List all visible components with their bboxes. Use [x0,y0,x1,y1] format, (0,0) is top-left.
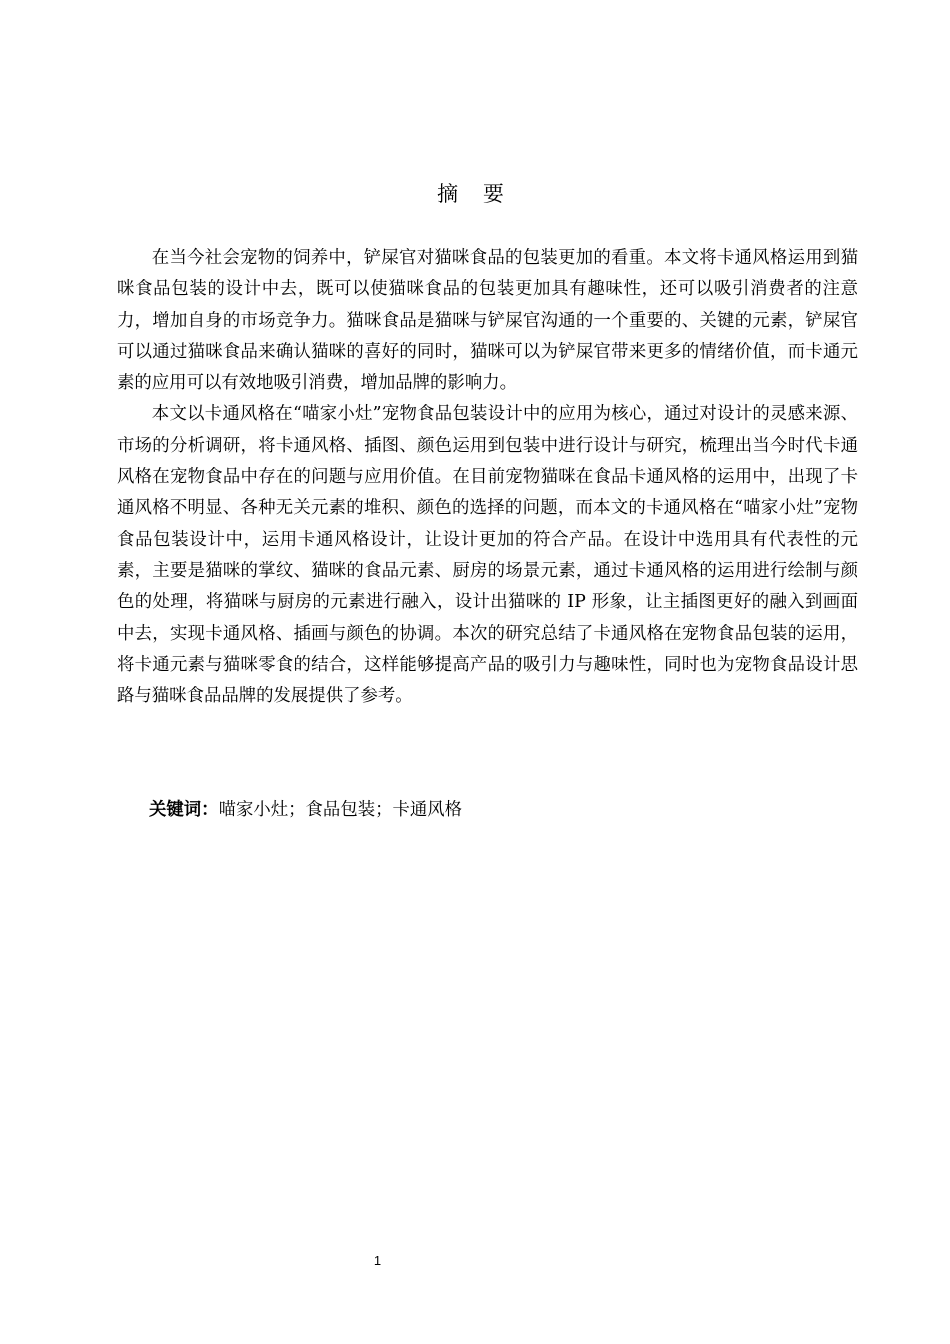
page-title: 摘 要 [437,182,513,206]
keywords-line [149,795,849,825]
page-number: 1 [373,1253,382,1268]
keywords-value: 喵家小灶；食品包装；卡通风格 [218,800,463,820]
keywords-label: 关键词： [149,800,219,820]
abstract-paragraph-2: 本文以卡通风格在“喵家小灶”宠物食品包装设计中的应用为核心，通过对设计的灵感来源、市场的分析调研，将卡通风格、插图、颜色运用到包装中进行设计与研究，梳理出当今时代卡通风格在宠物食品中存在的问题与应用价值。在目前宠物猫咪在食品卡通风格的运用中，出现了卡通风格不明显、各种无关元素的堆积、颜色的选择的问题，而本文的卡通风格在“喵家小灶”宠物食品包装设计中，运用卡通风格设计，让设计更加的符合产品。在设计中选用具有代表性的元素，主要是猫咪的掌纹、猫咪的食品元素、厨房的场景元素，通过卡通风格的运用进行绘制与颜色的处理，将猫咪与厨房的元素进行融入，设计出猫咪的 IP 形象，让主插图更好的融入到画面中去，实现卡通风格、插画与颜色的协调。本次的研究总结了卡通风格在宠物食品包装的运用，将卡通元素与猫咪零食的结合，这样能够提高产品的吸引力与趣味性，同时也为宠物食品设计思路与猫咪食品品牌的发展提供了参考。 [117,404,858,707]
abstract-body [117,243,858,712]
abstract-paragraph-1: 在当今社会宠物的饲养中，铲屎官对猫咪食品的包装更加的看重。本文将卡通风格运用到猫咪食品包装的设计中去，既可以使猫咪食品的包装更加具有趣味性，还可以吸引消费者的注意力，增加自身的市场竞争力。猫咪食品是猫咪与铲屎官沟通的一个重要的、关键的元素，铲屎官可以通过猫咪食品来确认猫咪的喜好的同时，猫咪可以为铲屎官带来更多的情绪价值，而卡通元素的应用可以有效地吸引消费，增加品牌的影响力。 [117,248,858,394]
